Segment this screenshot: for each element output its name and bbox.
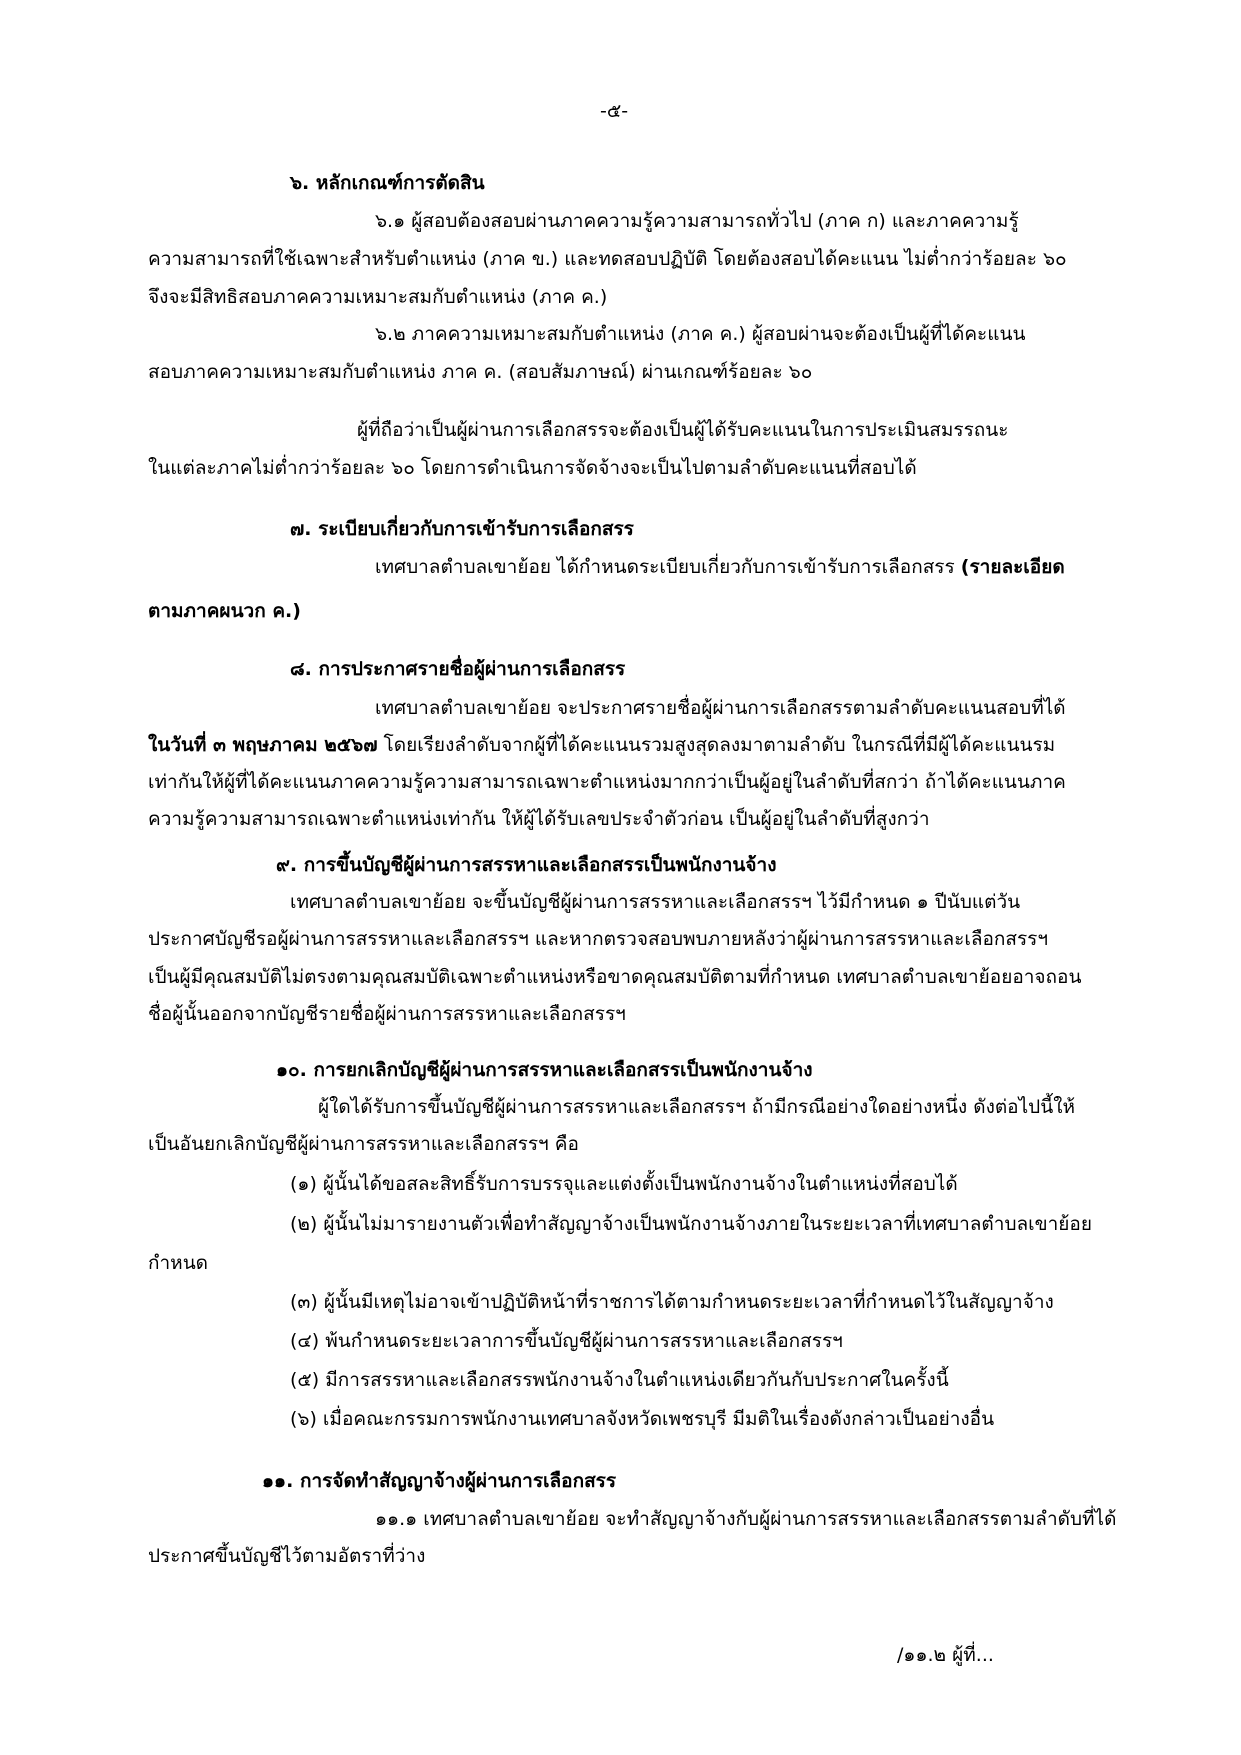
section-10-item-3: (๓) ผู้นั้นมีเหตุไม่อาจเข้าปฏิบัติหน้าที่ราชการได้ตามกำหนดระยะเวลาที่กำหนดไว้ในสัญญาจ้าง: [290, 1291, 1054, 1313]
section-10-line-2: เป็นอันยกเลิกบัญชีผู้ผ่านการสรรหาและเลือกสรรฯ คือ: [148, 1133, 579, 1155]
section-7-bold-text: (รายละเอียด: [960, 556, 1065, 578]
section-10-item-6: (๖) เมื่อคณะกรรมการพนักงานเทศบาลจังหวัดเพชรบุรี มีมติในเรื่องดังกล่าวเป็นอย่างอื่น: [290, 1408, 995, 1430]
section-6-note-line-2: ในแต่ละภาคไม่ต่ำกว่าร้อยละ ๖๐ โดยการดำเนินการจัดจ้างจะเป็นไปตามลำดับคะแนนที่สอบได้: [148, 457, 917, 479]
section-11-1-line-2: ประกาศขึ้นบัญชีไว้ตามอัตราที่ว่าง: [148, 1545, 426, 1567]
section-9-line-4: ชื่อผู้นั้นออกจากบัญชีรายชื่อผู้ผ่านการสรรหาและเลือกสรรฯ: [148, 1003, 626, 1025]
section-7-line-1: [375, 552, 1065, 582]
section-10-heading: ๑๐. การยกเลิกบัญชีผู้ผ่านการสรรหาและเลือกสรรเป็นพนักงานจ้าง: [276, 1059, 813, 1081]
section-11-heading: ๑๑. การจัดทำสัญญาจ้างผู้ผ่านการเลือกสรร: [262, 1470, 617, 1492]
section-9-line-3: เป็นผู้มีคุณสมบัติไม่ตรงตามคุณสมบัติเฉพาะตำแหน่งหรือขาดคุณสมบัติตามที่กำหนด เทศบาลตำบลเขาย้อยอาจถอน: [148, 966, 1082, 988]
section-7-heading: ๗. ระเบียบเกี่ยวกับการเข้ารับการเลือกสรร: [290, 518, 634, 540]
section-10-line-1: ผู้ใดได้รับการขึ้นบัญชีผู้ผ่านการสรรหาและเลือกสรรฯ ถ้ามีกรณีอย่างใดอย่างหนึ่ง ดังต่อไปนี้ให้: [318, 1096, 1076, 1118]
section-6-note-line-1: ผู้ที่ถือว่าเป็นผู้ผ่านการเลือกสรรจะต้องเป็นผู้ได้รับคะแนนในการประเมินสมรรถนะ: [357, 419, 1009, 441]
section-6-2-line-1: ๖.๒ ภาคความเหมาะสมกับตำแหน่ง (ภาค ค.) ผู้สอบผ่านจะต้องเป็นผู้ที่ได้คะแนน: [375, 323, 1026, 345]
section-10-item-2: (๒) ผู้นั้นไม่มารายงานตัวเพื่อทำสัญญาจ้างเป็นพนักงานจ้างภายในระยะเวลาที่เทศบาลตำบลเขาย้อย: [290, 1213, 1092, 1235]
section-7-line-2: ตามภาคผนวก ค.): [148, 600, 301, 622]
section-9-line-1: เทศบาลตำบลเขาย้อย จะขึ้นบัญชีผู้ผ่านการสรรหาและเลือกสรรฯ ไว้มีกำหนด ๑ ปีนับแต่วัน: [290, 891, 1021, 913]
section-6-1-line-3: จึงจะมีสิทธิสอบภาคความเหมาะสมกับตำแหน่ง (ภาค ค.): [148, 286, 608, 308]
section-10-item-5: (๕) มีการสรรหาและเลือกสรรพนักงานจ้างในตำแหน่งเดียวกันกับประกาศในครั้งนี้: [290, 1369, 949, 1391]
section-6-1-line-2: ความสามารถที่ใช้เฉพาะสำหรับตำแหน่ง (ภาค ข.) และทดสอบปฏิบัติ โดยต้องสอบได้คะแนน ไม่ต่ำกว่าร้อยละ ๖๐: [148, 248, 1067, 270]
section-6-heading: ๖. หลักเกณฑ์การตัดสิน: [290, 172, 485, 194]
section-6-2-line-2: สอบภาคความเหมาะสมกับตำแหน่ง ภาค ค. (สอบสัมภาษณ์) ผ่านเกณฑ์ร้อยละ ๖๐: [148, 361, 813, 383]
section-8-line-3: เท่ากันให้ผู้ที่ได้คะแนนภาคความรู้ความสามารถเฉพาะตำแหน่งมากกว่าเป็นผู้อยู่ในลำดับที่สกว่า ถ้าได้คะแนนภาค: [148, 771, 1066, 793]
page-number: -๕-: [600, 100, 629, 122]
section-10-item-1: (๑) ผู้นั้นได้ขอสละสิทธิ์รับการบรรจุและแต่งตั้งเป็นพนักงานจ้างในตำแหน่งที่สอบได้: [290, 1173, 958, 1195]
section-8-line-4: ความรู้ความสามารถเฉพาะตำแหน่งเท่ากัน ให้ผู้ได้รับเลขประจำตัวก่อน เป็นผู้อยู่ในลำดับที่สูงกว่า: [148, 808, 930, 830]
section-10-item-4: (๔) พ้นกำหนดระยะเวลาการขึ้นบัญชีผู้ผ่านการสรรหาและเลือกสรรฯ: [290, 1330, 843, 1352]
section-7-text: เทศบาลตำบลเขาย้อย ได้กำหนดระเบียบเกี่ยวกับการเข้ารับการเลือกสรร: [375, 556, 955, 578]
continuation-footer: /๑๑.๒ ผู้ที่...: [897, 1644, 994, 1666]
section-11-1-line-1: ๑๑.๑ เทศบาลตำบลเขาย้อย จะทำสัญญาจ้างกับผู้ผ่านการสรรหาและเลือกสรรตามลำดับที่ได้: [375, 1508, 1117, 1530]
section-9-line-2: ประกาศบัญชีรอผู้ผ่านการสรรหาและเลือกสรรฯ และหากตรวจสอบพบภายหลังว่าผู้ผ่านการสรรหาและเลือกสรรฯ: [148, 928, 1049, 950]
section-10-item-2-continued: กำหนด: [148, 1252, 209, 1274]
section-6-1-line-1: ๖.๑ ผู้สอบต้องสอบผ่านภาคความรู้ความสามารถทั่วไป (ภาค ก) และภาคความรู้: [375, 210, 1019, 232]
section-8-line-2: [148, 730, 1055, 760]
section-8-line-1: เทศบาลตำบลเขาย้อย จะประกาศรายชื่อผู้ผ่านการเลือกสรรตามลำดับคะแนนสอบที่ได้: [375, 697, 1066, 719]
section-9-heading: ๙. การขึ้นบัญชีผู้ผ่านการสรรหาและเลือกสรรเป็นพนักงานจ้าง: [276, 854, 777, 876]
announcement-date: ในวันที่ ๓ พฤษภาคม ๒๕๖๗: [148, 734, 378, 756]
section-8-heading: ๘. การประกาศรายชื่อผู้ผ่านการเลือกสรร: [290, 658, 626, 680]
section-8-line-2-text: โดยเรียงลำดับจากผู้ที่ได้คะแนนรวมสูงสุดลงมาตามลำดับ ในกรณีที่มีผู้ได้คะแนนรม: [377, 734, 1056, 756]
